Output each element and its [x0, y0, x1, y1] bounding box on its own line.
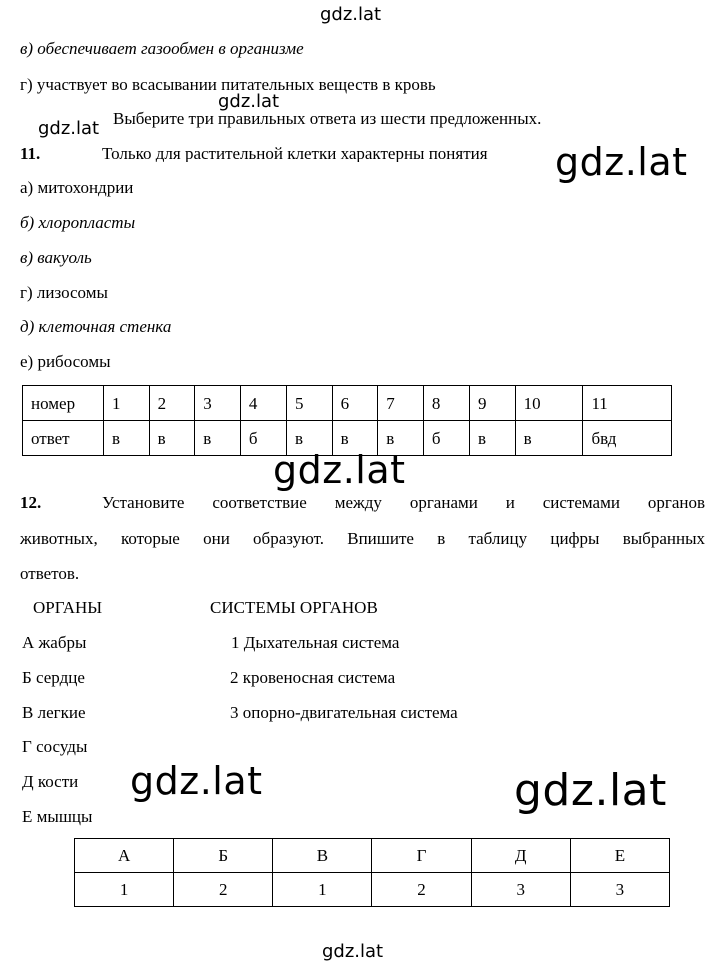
q10-option-g: г) участвует во всасывании питательных веществ в кровь: [20, 75, 436, 94]
match-table-value: 2: [174, 873, 273, 907]
answer-table-answer: в: [469, 421, 515, 456]
watermark-small-1: gdz.lat: [218, 91, 280, 112]
match-table-value: 3: [471, 873, 570, 907]
watermark-top: gdz.lat: [320, 4, 382, 25]
systems-header: СИСТЕМЫ ОРГАНОВ: [210, 598, 378, 617]
match-table-value: 2: [372, 873, 471, 907]
match-table-header: Б: [174, 839, 273, 873]
answer-table-label-answer: ответ: [23, 421, 104, 456]
answer-table-label-number: номер: [23, 386, 104, 421]
answer-table-answer: в: [515, 421, 583, 456]
answer-table-number: 7: [378, 386, 424, 421]
organ-item: А жабры: [22, 633, 87, 652]
q11-instruction: Выберите три правильных ответа из шести предложенных.: [113, 109, 542, 128]
answer-table-number: 4: [240, 386, 286, 421]
q11-number: 11.: [20, 144, 41, 163]
watermark-small-2: gdz.lat: [38, 118, 100, 139]
answer-table-number: 10: [515, 386, 583, 421]
answer-table-answer: б: [240, 421, 286, 456]
organ-item: Б сердце: [22, 668, 85, 687]
match-table-value: 1: [273, 873, 372, 907]
answer-table-number: 5: [286, 386, 332, 421]
match-table-value: 1: [75, 873, 174, 907]
answer-table-answer: б: [423, 421, 469, 456]
watermark-large-1: gdz.lat: [555, 140, 688, 184]
q11-option-d: д) клеточная стенка: [20, 317, 172, 336]
answer-table-answer: бвд: [583, 421, 672, 456]
match-table-header: В: [273, 839, 372, 873]
match-table-header: А: [75, 839, 174, 873]
match-table: [74, 838, 670, 907]
match-table-value: 3: [570, 873, 669, 907]
q11-option-v: в) вакуоль: [20, 248, 92, 267]
q11-option-e: е) рибосомы: [20, 352, 111, 371]
answer-table-number: 2: [149, 386, 195, 421]
q12-text-line3: ответов.: [20, 564, 80, 583]
organs-header: ОРГАНЫ: [33, 598, 103, 617]
answer-table-number: 9: [469, 386, 515, 421]
watermark-large-2: gdz.lat: [273, 448, 406, 492]
answer-table-answer: в: [149, 421, 195, 456]
answer-table-answer: в: [286, 421, 332, 456]
organ-item: В легкие: [22, 703, 86, 722]
organ-item: Е мышцы: [22, 807, 93, 826]
match-table-header: Е: [570, 839, 669, 873]
answer-table-number: 8: [423, 386, 469, 421]
watermark-large-4: gdz.lat: [514, 765, 667, 816]
q12-number: 12.: [20, 493, 42, 512]
system-item: 1 Дыхательная система: [231, 633, 400, 652]
answer-table-number: 1: [104, 386, 150, 421]
answer-table-answer: в: [332, 421, 378, 456]
watermark-large-3: gdz.lat: [130, 759, 263, 803]
answer-table-number: 6: [332, 386, 378, 421]
match-table-value-row: [75, 873, 670, 907]
match-table-header-row: [75, 839, 670, 873]
q11-option-g: г) лизосомы: [20, 283, 108, 302]
answer-table-row-answers: [23, 421, 672, 456]
answer-table-answer: в: [378, 421, 424, 456]
q12-text-line1: Установите соответствие между органами и системами органов: [102, 493, 705, 512]
answer-table-number: 3: [195, 386, 241, 421]
answer-table-number: 11: [583, 386, 672, 421]
watermark-bottom: gdz.lat: [322, 941, 384, 962]
answer-table-row-numbers: [23, 386, 672, 421]
system-item: 2 кровеносная система: [230, 668, 396, 687]
q11-option-a: а) митохондрии: [20, 178, 134, 197]
q11-option-b: б) хлоропласты: [20, 213, 136, 232]
system-item: 3 опорно-двигательная система: [230, 703, 458, 722]
q11-question: Только для растительной клетки характерны понятия: [102, 145, 488, 162]
answer-table: [22, 385, 672, 456]
match-table-header: Д: [471, 839, 570, 873]
organ-item: Д кости: [22, 772, 79, 791]
answer-table-answer: в: [104, 421, 150, 456]
answer-table-answer: в: [195, 421, 241, 456]
organ-item: Г сосуды: [22, 737, 88, 756]
match-table-header: Г: [372, 839, 471, 873]
q10-option-v: в) обеспечивает газообмен в организме: [20, 39, 304, 58]
q12-text-line2: животных, которые они образуют. Впишите в таблицу цифры выбранных: [20, 529, 705, 548]
